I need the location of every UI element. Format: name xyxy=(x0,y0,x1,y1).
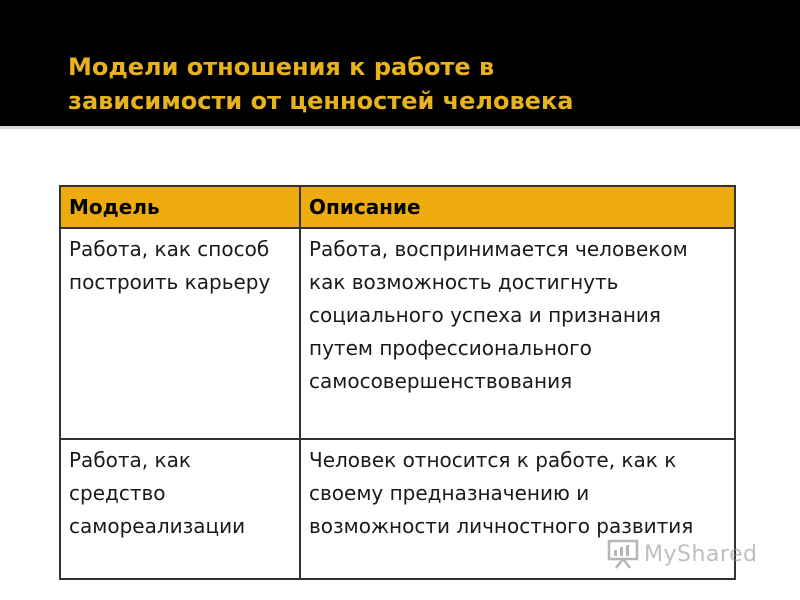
table-header-row xyxy=(60,186,735,228)
description-cell: Человек относится к работе, как к своему предназначению и возможности личностного развития xyxy=(300,439,735,579)
slide-title xyxy=(68,50,768,118)
model-cell: Работа, как способ построить карьеру xyxy=(60,228,300,439)
watermark-text: MyShared xyxy=(644,541,758,567)
slide-title-line-2: зависимости от ценностей человека xyxy=(68,87,574,115)
title-divider xyxy=(0,126,800,129)
model-cell: Работа, как средство самореализации xyxy=(60,439,300,579)
watermark xyxy=(606,536,776,572)
table-row xyxy=(60,228,735,439)
title-bar xyxy=(0,0,800,128)
models-table xyxy=(59,185,736,580)
slide-title-line-1: Модели отношения к работе в xyxy=(68,53,495,81)
description-cell: Работа, воспринимается человеком как возможность достигнуть социального успеха и признания путем профессионального самосовершенствования xyxy=(300,228,735,439)
column-header-model: Модель xyxy=(60,186,300,228)
presentation-board-icon xyxy=(606,538,640,570)
column-header-description: Описание xyxy=(300,186,735,228)
